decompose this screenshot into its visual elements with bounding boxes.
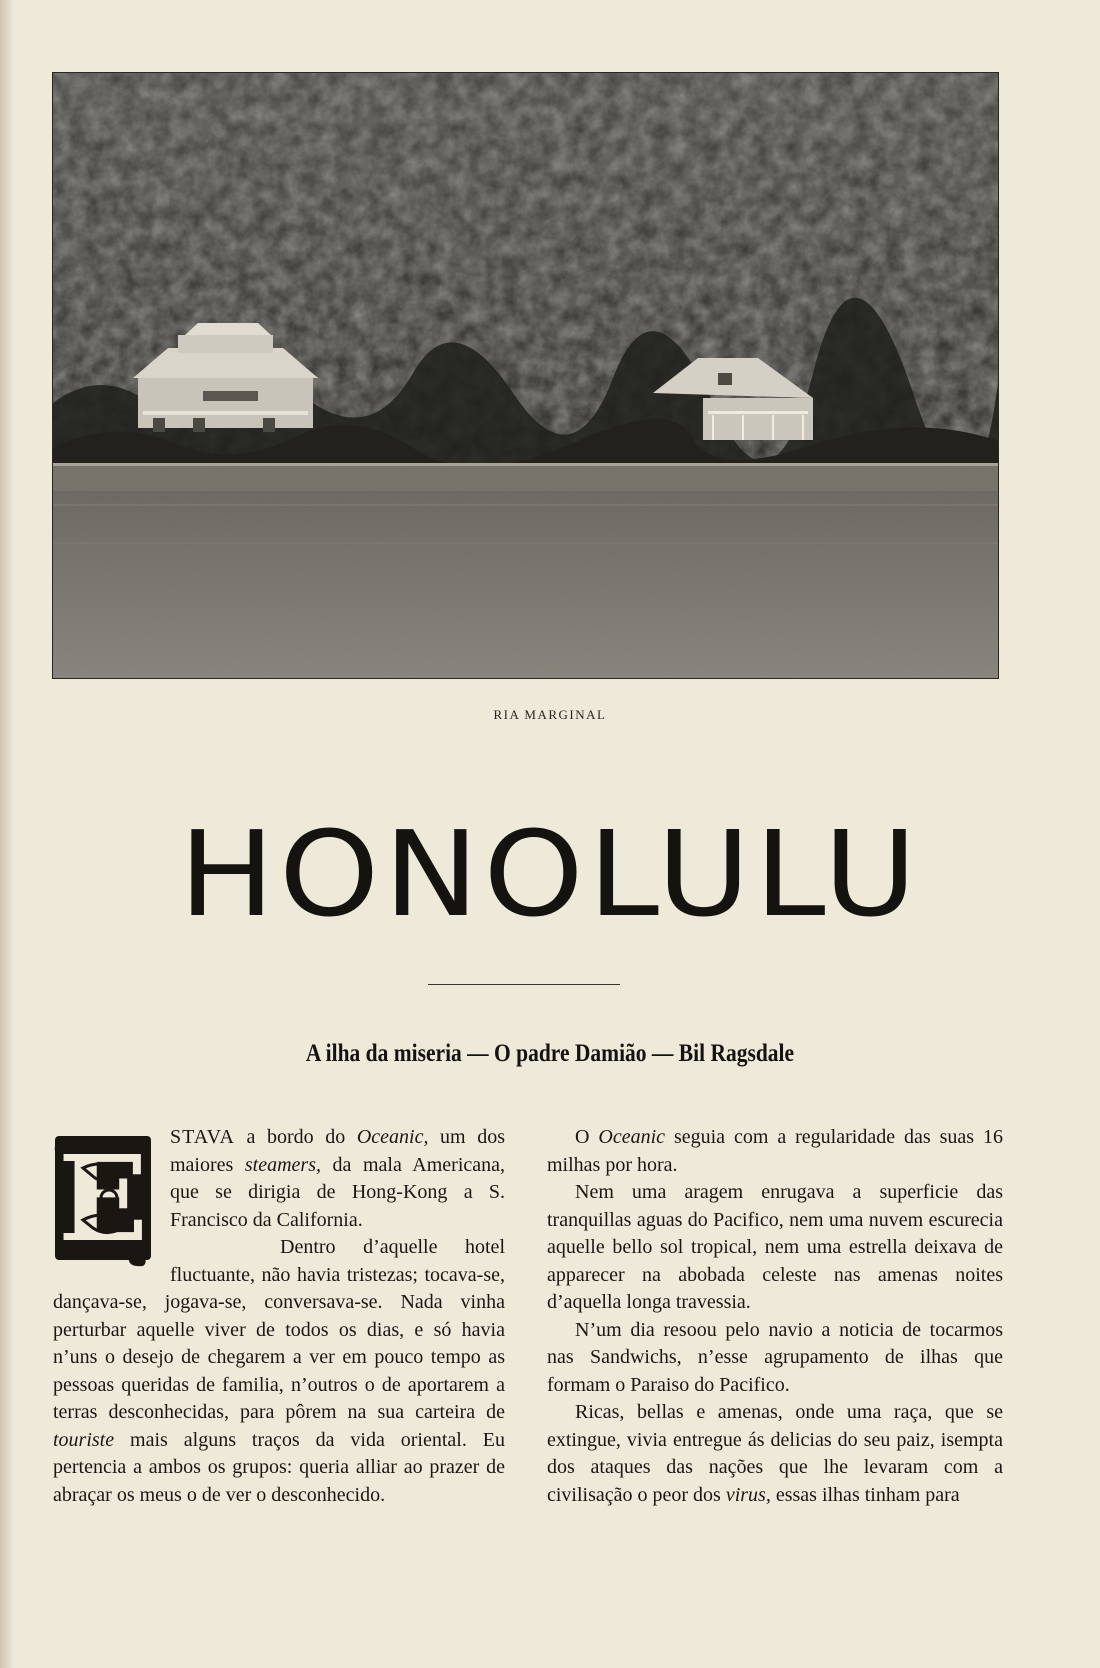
title-divider <box>428 984 620 985</box>
text-run: essas ilhas tinham para <box>770 1483 960 1506</box>
paragraph: N’um dia resoou pelo navio a noticia de tocarmos nas Sandwichs, n’esse agrupamento de ilhas que formam o Paraiso do Pacifico. <box>547 1318 1003 1396</box>
paragraph <box>547 1399 1003 1509</box>
right-column <box>547 1124 1003 1509</box>
text-run: O <box>575 1126 599 1148</box>
svg-text:E: E <box>58 1129 148 1268</box>
harbour-photo-image <box>53 73 998 678</box>
paragraph: Nem uma aragem enrugava a superficie das tranquillas aguas do Pacifico, nem uma nuvem escurecia aquelle bello sol tropical, nem uma estrella deixava de apparecer na abobada celeste nas amenas noites d’aquella longa travessia. <box>547 1181 1003 1313</box>
dropcap-letter-icon <box>53 1128 156 1268</box>
text-run: seguia com a regularidade das suas 16 milhas por hora. <box>547 1126 1003 1176</box>
italic-word: virus, <box>725 1483 771 1506</box>
paragraph <box>547 1124 1003 1179</box>
article-subtitle: A ilha da miseria — O padre Damião — Bil Ragsdale <box>305 1040 795 1067</box>
harbour-photo <box>52 72 999 679</box>
left-column <box>53 1124 505 1509</box>
paragraph <box>53 1234 505 1509</box>
ship-name: Oceanic, <box>356 1126 429 1148</box>
lead-word: STAVA <box>170 1126 235 1148</box>
photo-caption: RIA MARGINAL <box>493 707 607 722</box>
ship-name: Oceanic <box>598 1126 666 1148</box>
text-run: Ricas, bellas e amenas, onde uma raça, que se extingue, vivia entregue ás delicias do seu paiz, isempta dos ataques das nações que lhe levaram com a civilisação o peor dos <box>547 1401 1003 1506</box>
ornate-dropcap <box>53 1128 156 1268</box>
text-run: um dos maiores <box>170 1126 505 1176</box>
text-run: Dentro d’aquelle hotel fluctuante, não havia tristezas; tocava-se, dançava-se, jogava-se, conversava-se. Nada vinha perturbar aquelle viver de todos os dias, e só havia n’uns o desejo de chegarem a ver em pouco tempo as pessoas queridas de familia, n’outros o de aportarem a terras desconhecidas, para pôrem na sua carteira de <box>53 1236 505 1423</box>
italic-word: touriste <box>53 1428 115 1451</box>
text-run: a bordo do <box>234 1126 357 1148</box>
italic-word: steamers, <box>244 1153 321 1176</box>
text-run: da mala Americana, que se dirigia de Hong-Kong a S. Francisco da California. <box>170 1153 506 1231</box>
article-title: HONOLULU <box>178 805 922 943</box>
text-run: mais alguns traços da vida oriental. Eu pertencia a ambos os grupos: queria alliar ao prazer de abraçar os meus o de ver o desconhecido. <box>53 1428 505 1506</box>
